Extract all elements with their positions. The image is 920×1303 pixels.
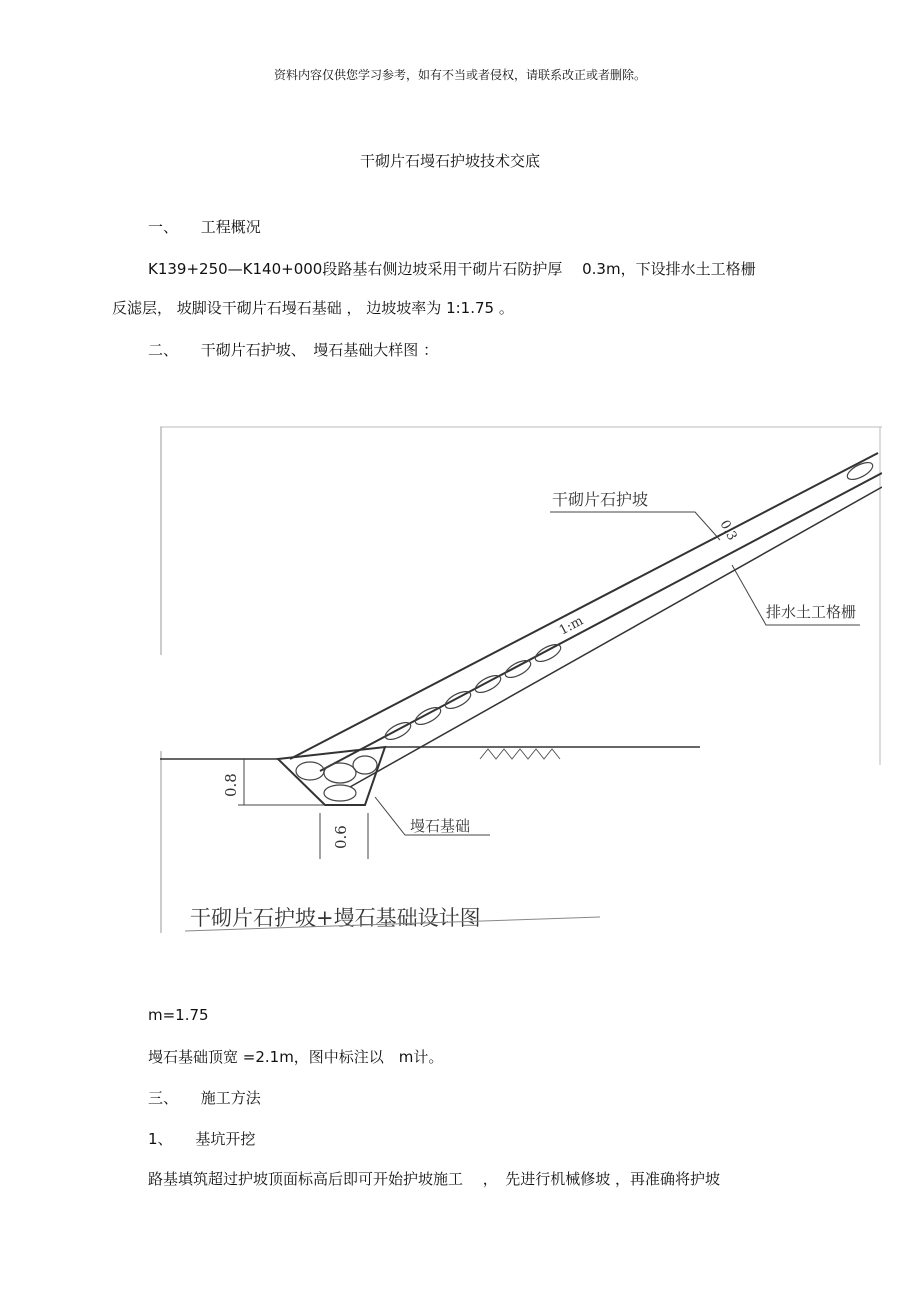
label-thickness: 0.3 (716, 517, 740, 544)
section-2-number: 二、 (148, 341, 179, 359)
last-line: 路基填筑超过护坡顶面标高后即可开始护坡施工 ， 先进行机械修坡 ，再准确将护坡 (148, 1170, 721, 1188)
dim-width-label: 0.6 (332, 825, 350, 849)
label-geogrid: 排水土工格栅 (766, 603, 857, 621)
section-1-number: 一、 (148, 218, 179, 236)
section-1-line-1: K139+250—K140+000段路基右侧边坡采用干砌片石防护厚 0.3m，下设排水土工格栅 (148, 260, 756, 278)
geogrid-line (350, 487, 882, 787)
slope-design-figure (160, 425, 882, 935)
dim-height-label: 0.8 (222, 773, 240, 797)
section-3-heading (148, 1087, 261, 1108)
header-notice: 资料内容仅供您学习参考，如有不当或者侵权，请联系改正或者删除。 (273, 68, 646, 82)
section-1-line-2: 反滤层， 坡脚设干砌片石墁石基础 ， 边坡坡率为 1:1.75 。 (112, 299, 514, 317)
section-3-title: 施工方法 (200, 1089, 261, 1107)
section-2-heading (148, 339, 438, 360)
section-3-number: 三、 (148, 1089, 179, 1107)
section-2-title: 干砌片石护坡、 墁石基础大样图 ： (200, 341, 439, 359)
ground-hatch (480, 749, 560, 759)
slope-inner-line (320, 473, 882, 771)
figure-caption: 干砌片石护坡+墁石基础设计图 (190, 906, 481, 930)
m-value: m=1.75 (148, 1006, 209, 1024)
label-slope-ratio: 1:m (556, 613, 586, 639)
label-base: 墁石基础 (410, 817, 471, 835)
label-slope-protection: 干砌片石护坡 (552, 490, 649, 509)
blank-patch-left (160, 655, 336, 751)
subsection-1-heading (148, 1128, 255, 1149)
base-note: 墁石基础顶宽 =2.1m，图中标注以 m计。 (148, 1048, 444, 1066)
leader-slope (550, 512, 720, 540)
blank-patch-right (770, 765, 882, 935)
section-1-title: 工程概况 (200, 218, 261, 236)
section-1-heading (148, 216, 261, 237)
subsection-1-number: 1、 (148, 1130, 173, 1148)
slope-drawing (160, 425, 882, 935)
doc-title: 干砌片石墁石护坡技术交底 (359, 152, 540, 170)
subsection-1-title: 基坑开挖 (195, 1130, 256, 1148)
